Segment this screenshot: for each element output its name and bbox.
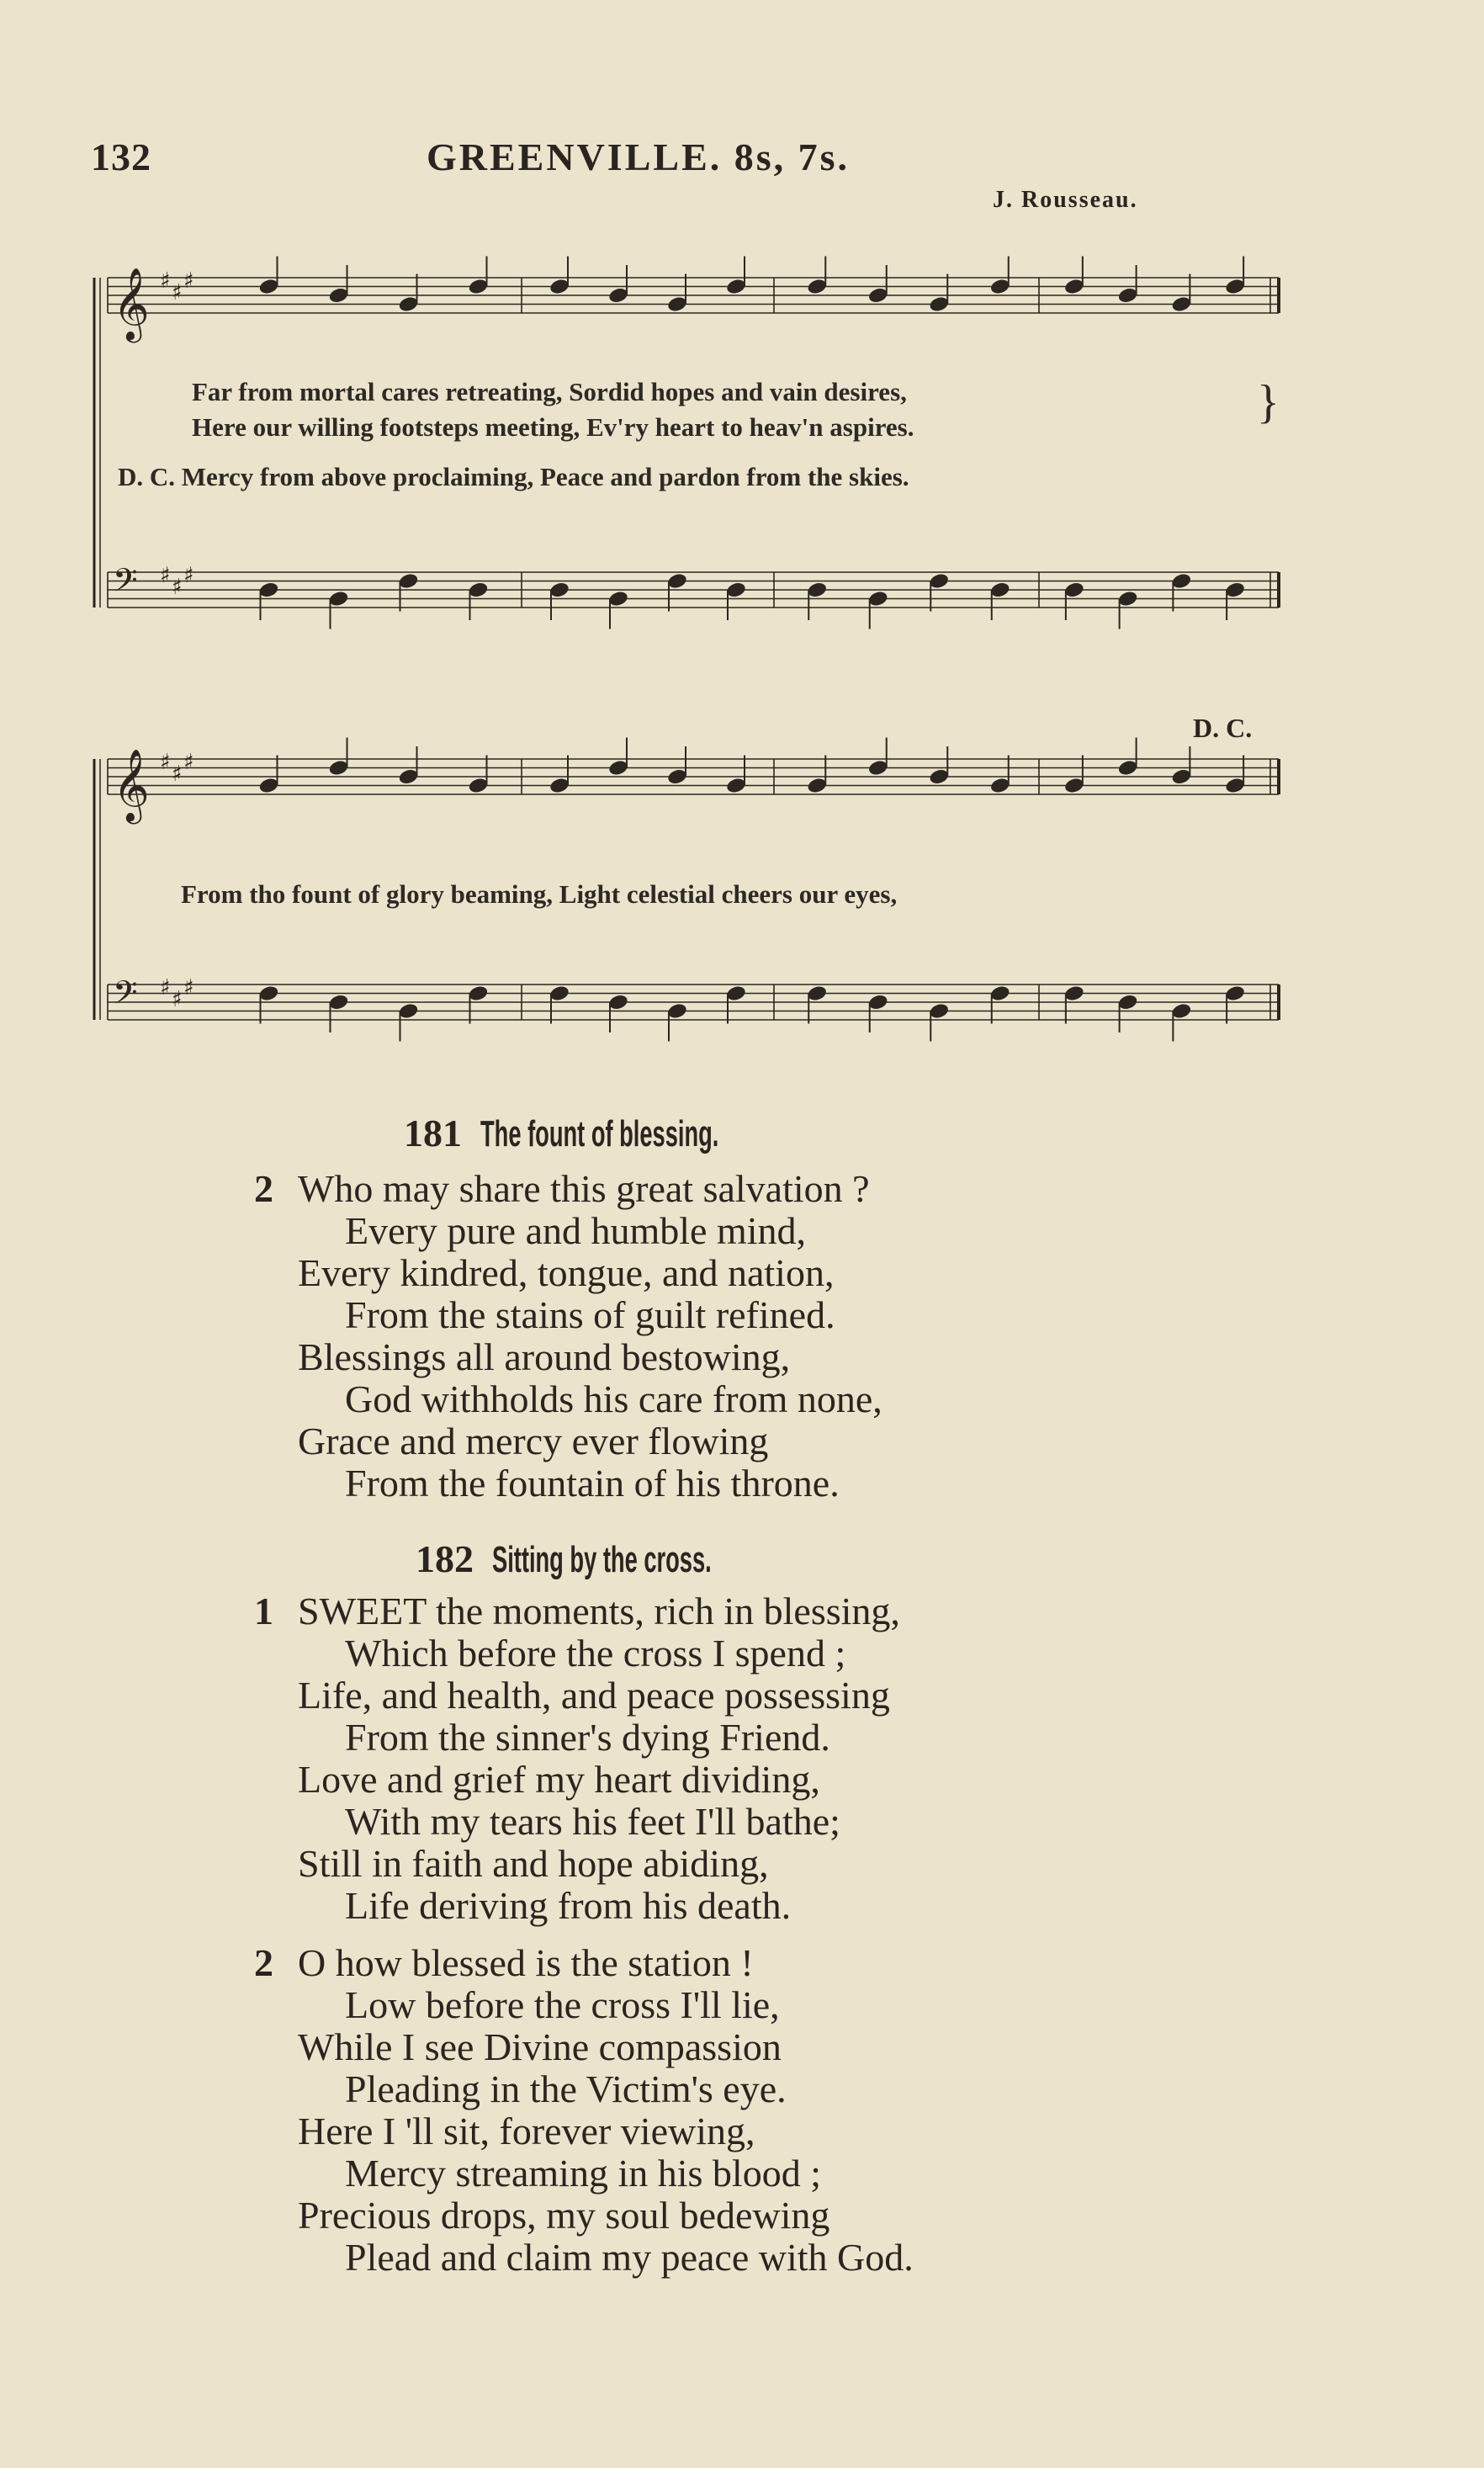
verse-number: 2 [254, 1941, 273, 1984]
lyric-line: Every pure and humble mind, [345, 1209, 807, 1252]
lyric-line: Low before the cross I'll lie, [345, 1983, 780, 2026]
verse-number: 1 [254, 1590, 273, 1632]
composer: J. Rousseau. [993, 187, 1138, 213]
hymn-number: 182 [416, 1537, 474, 1580]
tune-title: GREENVILLE. 8s, 7s. [427, 135, 851, 178]
lyric-line: From the stains of guilt refined. [345, 1293, 835, 1336]
brace-icon: } [1257, 376, 1280, 428]
hymn-title: The fount of blessing. [480, 1113, 719, 1154]
sharp-icon: ♯ [183, 975, 194, 1000]
hymn-181-stanza-2 [254, 1167, 882, 1505]
sharp-icon: ♯ [183, 563, 194, 588]
lyric-line: From the fountain of his throne. [345, 1462, 840, 1505]
hymn-182-stanza-2 [254, 1941, 914, 2279]
lyric-line: With my tears his feet I'll bathe; [345, 1800, 840, 1843]
lyric-line: Love and grief my heart dividing, [298, 1758, 820, 1801]
treble-clef-icon: 𝄞 [113, 268, 150, 340]
hymn-number: 181 [404, 1112, 462, 1154]
lyric-line: Grace and mercy ever flowing [298, 1420, 769, 1462]
lyric-line: Who may share this great salvation ? [298, 1167, 870, 1210]
sharp-icon: ♯ [160, 975, 171, 1000]
lyric-line: God withholds his care from none, [345, 1377, 882, 1420]
hymn-181-heading [404, 1111, 865, 1155]
sharp-icon: ♯ [172, 575, 183, 600]
music-lyric-line-3: D. C. Mercy from above proclaiming, Peace and pardon from the skies. [118, 462, 909, 491]
sharp-icon: ♯ [172, 762, 183, 787]
music-lyric-line-2: Here our willing footsteps meeting, Ev'ry heart to heav'n aspires. [192, 412, 914, 442]
lyric-line: Life deriving from his death. [345, 1884, 792, 1927]
sharp-icon: ♯ [183, 268, 194, 294]
sharp-icon: ♯ [160, 268, 171, 294]
lyric-line: Mercy streaming in his blood ; [345, 2152, 821, 2195]
lyric-line: Every kindred, tongue, and nation, [298, 1251, 835, 1294]
verse-number: 2 [254, 1167, 273, 1210]
page-number: 132 [91, 135, 151, 178]
sharp-icon: ♯ [160, 563, 171, 588]
sharp-icon: ♯ [183, 750, 194, 775]
lyric-line: O how blessed is the station ! [298, 1941, 754, 1984]
lyric-line: Still in faith and hope abiding, [298, 1842, 769, 1885]
lyric-line: Precious drops, my soul bedewing [298, 2194, 830, 2237]
lyric-line: Life, and health, and peace possessing [298, 1674, 890, 1717]
lyric-line: Which before the cross I spend ; [345, 1632, 846, 1675]
sharp-icon: ♯ [160, 750, 171, 775]
treble-clef-icon: 𝄞 [113, 749, 150, 821]
hymn-182-stanza-1 [254, 1590, 900, 1927]
hymn-title: Sitting by the cross. [492, 1539, 712, 1580]
lyric-line: Pleading in the Victim's eye. [345, 2067, 787, 2110]
lyric-line: Blessings all around bestowing, [298, 1335, 791, 1378]
hymn-182-heading [416, 1537, 846, 1581]
sharp-icon: ♯ [172, 987, 183, 1012]
lyric-line: Plead and claim my peace with God. [345, 2236, 914, 2279]
lyric-line: Here I 'll sit, forever viewing, [298, 2110, 755, 2152]
lyric-line: From the sinner's dying Friend. [345, 1716, 830, 1759]
bass-clef-icon: 𝄢 [113, 561, 138, 607]
sharp-icon: ♯ [172, 280, 183, 305]
da-capo-mark: D. C. [1193, 713, 1253, 743]
lyric-line: While I see Divine compassion [298, 2025, 782, 2068]
music-lyric-line-1: Far from mortal cares retreating, Sordid hopes and vain desires, [192, 377, 907, 406]
bass-clef-icon: 𝄢 [113, 974, 138, 1019]
lyric-line: SWEET the moments, rich in blessing, [298, 1590, 900, 1632]
music-lyric-line-4: From tho fount of glory beaming, Light celestial cheers our eyes, [181, 879, 898, 909]
